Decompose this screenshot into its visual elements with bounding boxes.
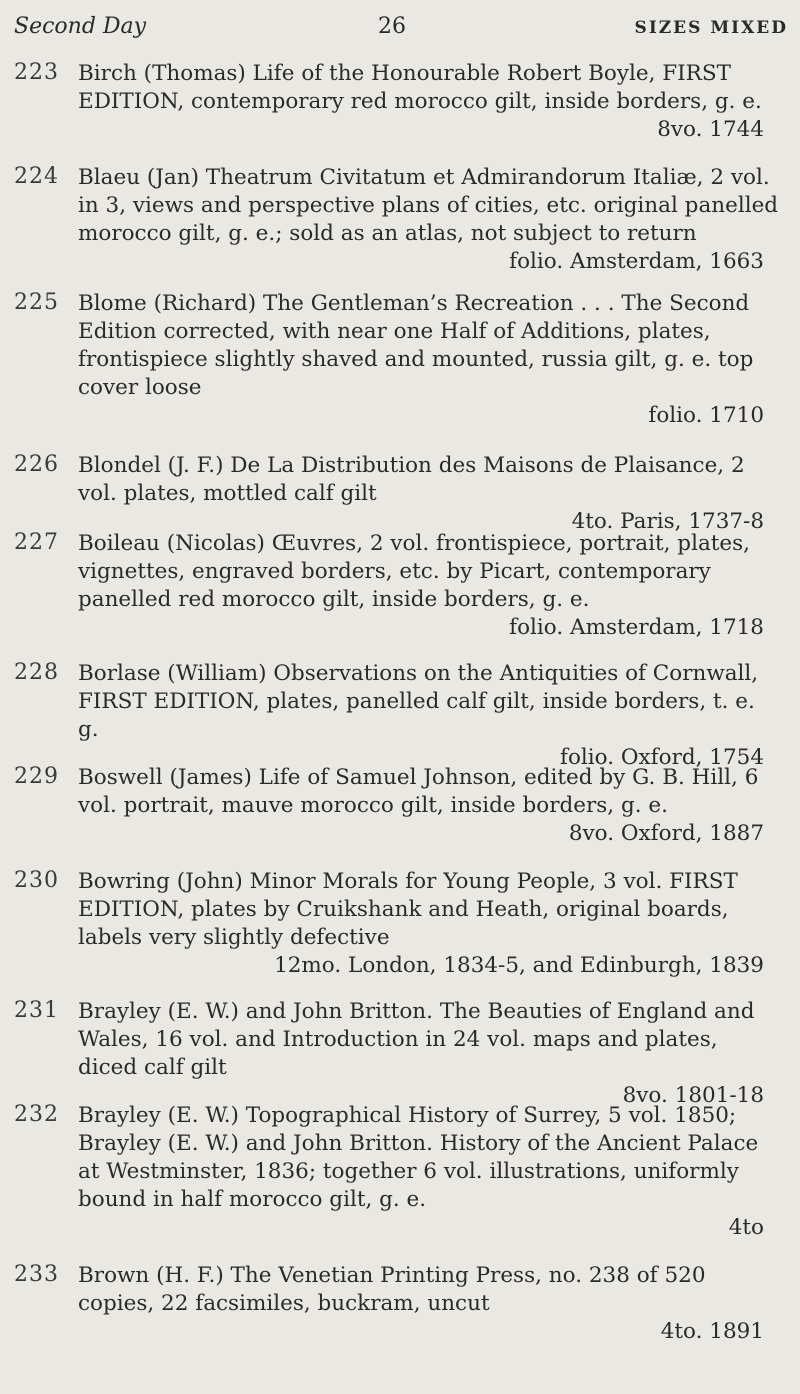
lot-format-date: 12mo. London, 1834-5, and Edinburgh, 1839 [274, 953, 764, 978]
lot-format-date: 8vo. 1801-18 [622, 1083, 764, 1108]
lot-format-date: 4to. Paris, 1737-8 [571, 509, 764, 534]
lot-format-date: 8vo. Oxford, 1887 [568, 821, 764, 846]
lot-description: Borlase (William) Observations on the Antiquities of Cornwall, FIRST EDITION, plates, panelled calf gilt, inside borders, t. e. g. folio. Oxford, 1754 [78, 660, 780, 772]
lot-format-date: folio. Amsterdam, 1663 [509, 249, 764, 274]
lot-description: Boswell (James) Life of Samuel Johnson, edited by G. B. Hill, 6 vol. portrait, mauve morocco gilt, inside borders, g. e. 8vo. Oxford, 1887 [78, 764, 780, 848]
lot-number: 230 [14, 868, 59, 893]
day-label: Second Day [14, 14, 147, 39]
lot-number: 226 [14, 452, 59, 477]
lot-description: Brayley (E. W.) Topographical History of Surrey, 5 vol. 1850; Brayley (E. W.) and John Britton. History of the Ancient Palace at Westminster, 1836; together 6 vol. illustrations, uniformly bound in half morocco gilt, g. e. 4to [78, 1102, 780, 1242]
lot-number: 223 [14, 60, 59, 85]
lot-format-date: folio. Oxford, 1754 [560, 745, 764, 770]
page-number: 26 [378, 14, 406, 39]
lot-format-date: 4to. 1891 [660, 1319, 764, 1344]
lot-description: Blaeu (Jan) Theatrum Civitatum et Admirandorum Italiæ, 2 vol. in 3, views and perspective plans of cities, etc. original panelled morocco gilt, g. e.; sold as an atlas, not subject to return folio. Amsterdam, 1663 [78, 165, 779, 274]
lot-format-date: 4to [728, 1215, 764, 1240]
lot-format-date: 8vo. 1744 [657, 117, 764, 142]
lot-number: 225 [14, 290, 59, 315]
lot-format-date: folio. Amsterdam, 1718 [509, 615, 764, 640]
lot-number: 224 [14, 164, 59, 189]
lot-format-date: folio. 1710 [648, 403, 764, 428]
lot-description: Boileau (Nicolas) Œuvres, 2 vol. frontispiece, portrait, plates, vignettes, engraved borders, etc. by Picart, contemporary panelled red morocco gilt, inside borders, g. e. folio. Amsterdam, 1718 [78, 530, 780, 642]
section-title: SIZES MIXED [634, 18, 788, 38]
lot-description: Bowring (John) Minor Morals for Young People, 3 vol. FIRST EDITION, plates by Cruikshank and Heath, original boards, labels very slightly defective 12mo. London, 1834-5, and Edinburgh, 1839 [78, 868, 780, 980]
page-header [14, 14, 788, 54]
lot-description: Brown (H. F.) The Venetian Printing Press, no. 238 of 520 copies, 22 facsimiles, buckram, uncut 4to. 1891 [78, 1262, 780, 1346]
lot-description: Blome (Richard) The Gentleman’s Recreation . . . The Second Edition corrected, with near one Half of Additions, plates, frontispiece slightly shaved and mounted, russia gilt, g. e. top cover loose folio. 1710 [78, 290, 780, 430]
lot-number: 232 [14, 1102, 59, 1127]
lot-description: Birch (Thomas) Life of the Honourable Robert Boyle, FIRST EDITION, contemporary red morocco gilt, inside borders, g. e. 8vo. 1744 [78, 60, 780, 144]
lot-number: 229 [14, 764, 59, 789]
lot-number: 227 [14, 530, 59, 555]
lot-number: 228 [14, 660, 59, 685]
lot-description: Brayley (E. W.) and John Britton. The Beauties of England and Wales, 16 vol. and Introduction in 24 vol. maps and plates, diced calf gilt 8vo. 1801-18 [78, 998, 780, 1110]
lot-number: 233 [14, 1262, 59, 1287]
lot-description: Blondel (J. F.) De La Distribution des Maisons de Plaisance, 2 vol. plates, mottled calf gilt 4to. Paris, 1737-8 [78, 452, 780, 536]
lot-number: 231 [14, 998, 59, 1023]
